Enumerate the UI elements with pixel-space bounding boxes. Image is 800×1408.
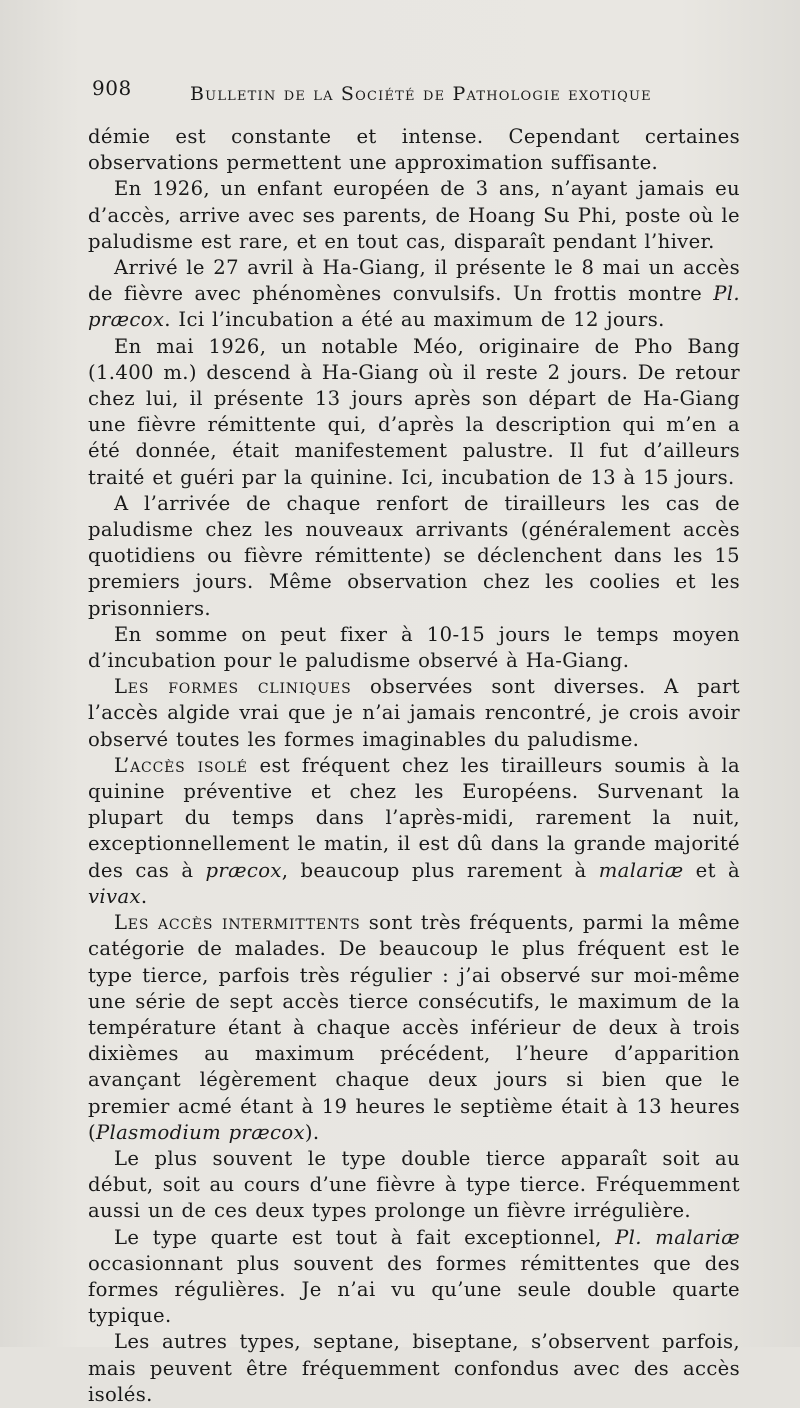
species-name: Pl. præcox [88, 282, 740, 332]
paragraph-double-tierce: Le plus souvent le type double tierce apparaît soit au début, soit au cours d’une fièvre à type tierce. Fréquemment aussi un de ces deux types prolonge un fièvre irrégulière. [88, 1146, 740, 1223]
paragraph-intermittent-access: Les accès intermittents sont très fréquents, parmi la même catégorie de malades. De beaucoup le plus fréquent est le type tierce, parfois très régulier : j’ai observé sur moi-même une série de sept accès tierce consécutifs, le maximum de la température étant à chaque accès inférieur de deux à trois dixièmes au maximum précédent, l’heure d’apparition avançant légèrement chaque deux jours si bien que le premier acmé étant à 19 heures le septième était à 13 heures (Plasmodium præcox). [88, 911, 740, 1144]
species-name: Plasmodium præcox [96, 1120, 305, 1144]
paragraph-tirailleurs: A l’arrivée de chaque renfort de tirailleurs les cas de paludisme chez les nouveaux arrivants (généralement accès quotidiens ou fièvre rémittente) se déclenchent dans les 15 premiers jours. Même observation chez les coolies et les prisonniers. [88, 491, 740, 620]
paragraph-child-arrival: Arrivé le 27 avril à Ha-Giang, il présente le 8 mai un accès de fièvre avec phénomènes convulsifs. Un frottis montre Pl. præcox. Ici l’incubation a été au maximum de 12 jours. [88, 256, 740, 332]
species-name: præcox [205, 858, 282, 882]
section-term: Les accès intermittents [114, 911, 361, 935]
species-name: vivax [88, 884, 141, 908]
paragraph-clinical-forms: Les formes cliniques observées sont diverses. A part l’accès algide vrai que je n’ai jamais rencontré, je crois avoir observé toutes les formes imaginables du paludisme. [88, 675, 740, 751]
section-term: Les formes cliniques [114, 675, 352, 699]
paragraph-other-types: Les autres types, septane, biseptane, s’observent parfois, mais peuvent être fréquemment confondus avec des accès isolés. [88, 1330, 740, 1406]
species-name: Pl. malariæ [615, 1225, 740, 1249]
paragraph-quarte: Le type quarte est tout à fait exceptionnel, Pl. malariæ occasionnant plus souvent des formes rémittentes que des formes régulières. Je n’ai vu qu’une seule double quarte typique. [88, 1225, 740, 1328]
paragraph-meo-notable: En mai 1926, un notable Méo, originaire de Pho Bang (1.400 m.) descend à Ha-Giang où il reste 2 jours. De retour chez lui, il présente 13 jours après son départ de Ha-Giang une fièvre rémittente qui, d’après la description qui m’en a été donnée, était manifestement palustre. Il fut d’ailleurs traité et guéri par la quinine. Ici, incubation de 13 à 15 jours. [88, 334, 740, 489]
paragraph-isolated-access: L’accès isolé est fréquent chez les tirailleurs soumis à la quinine préventive et chez les Européens. Survenant la plupart du temps dans l’après-midi, rarement la nuit, exceptionnellement le matin, il est dû dans la grande majorité des cas à præcox, beaucoup plus rarement à malariæ et à vivax. [88, 753, 740, 908]
body-text [88, 124, 740, 1408]
paragraph-child-case: En 1926, un enfant européen de 3 ans, n’ayant jamais eu d’accès, arrive avec ses parents, de Hoang Su Phi, poste où le paludisme est rare, et en tout cas, disparaît pendant l’hiver. [88, 177, 740, 253]
paragraph-incubation-summary: En somme on peut fixer à 10-15 jours le temps moyen d’incubation pour le paludisme observé à Ha-Giang. [88, 622, 740, 673]
paragraph-continuation: démie est constante et intense. Cependant certaines observations permettent une approximation suffisante. [88, 125, 740, 175]
species-name: malariæ [598, 858, 684, 882]
running-title: Bulletin de la Société de Pathologie exotique [190, 83, 652, 105]
page-number: 908 [92, 76, 132, 100]
section-term: L’accès isolé [114, 753, 248, 777]
